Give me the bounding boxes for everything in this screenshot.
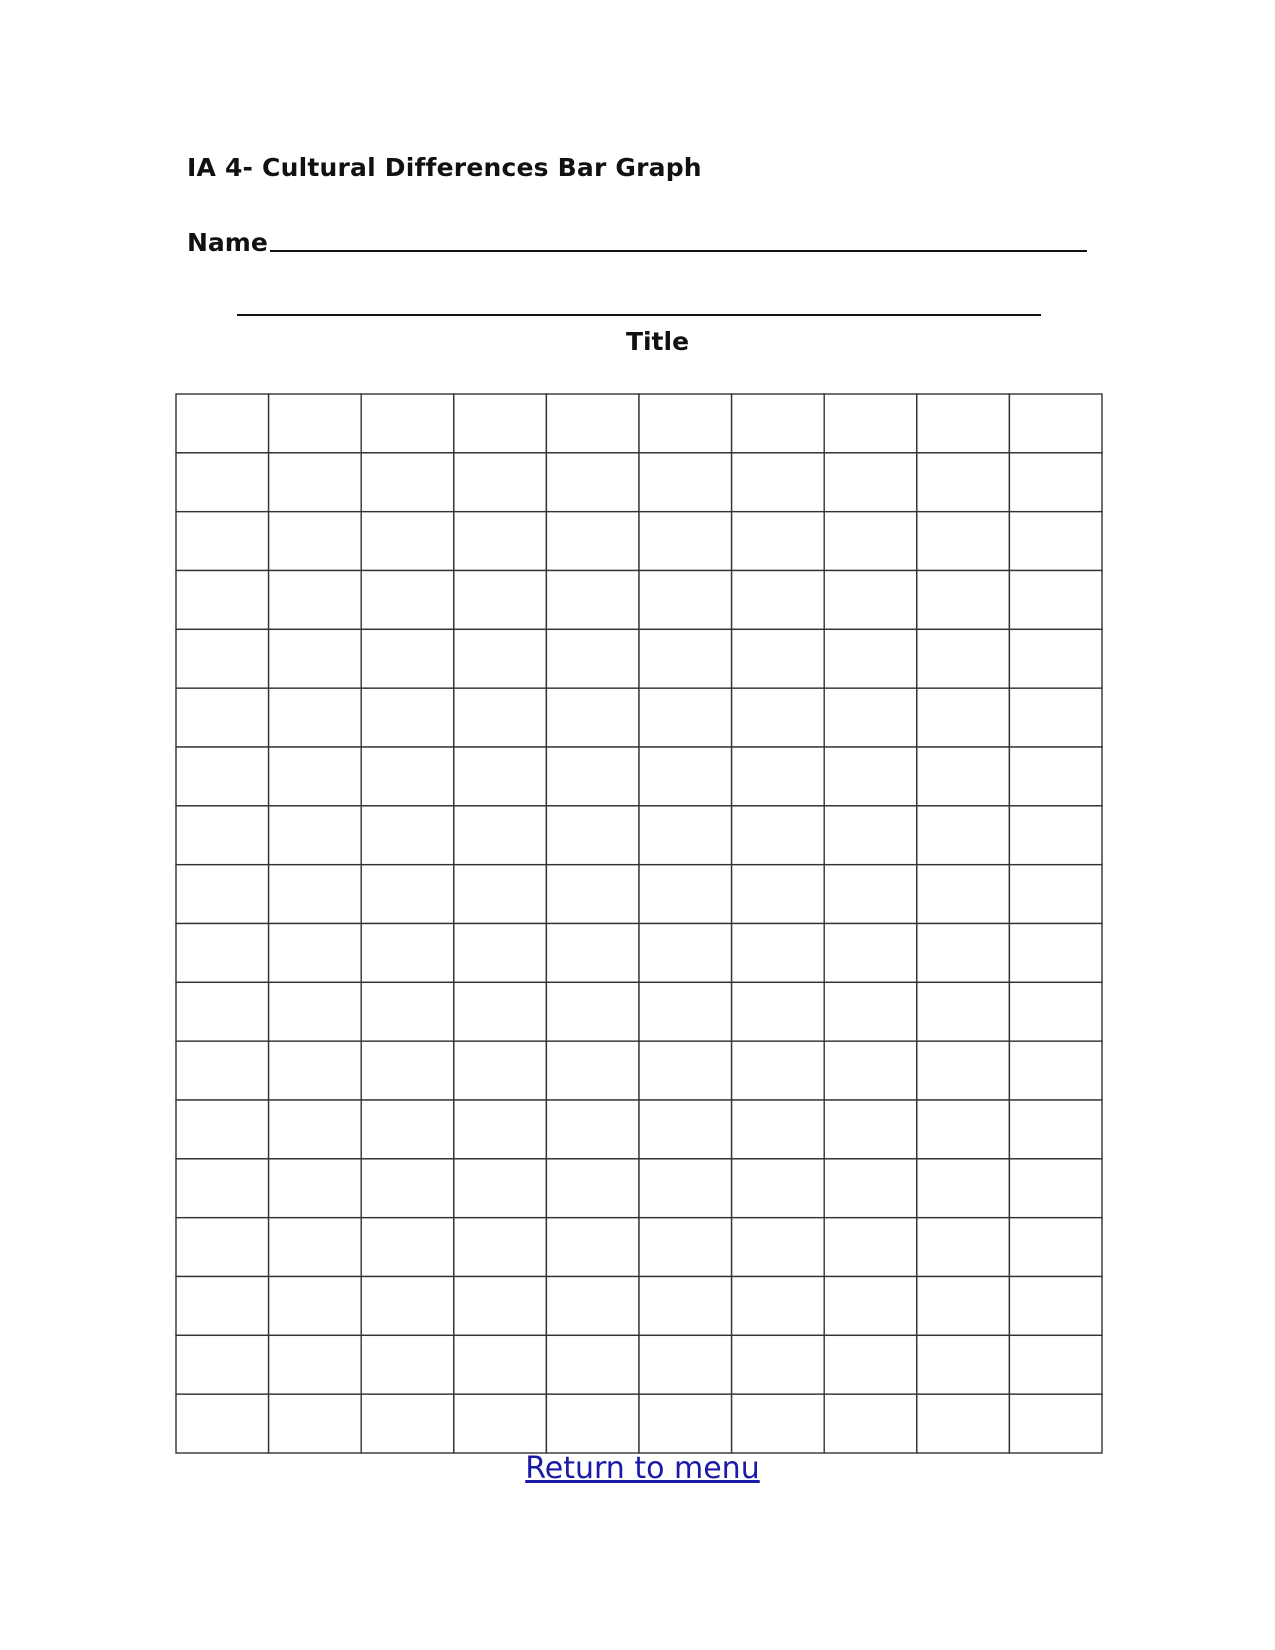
grid-cell [546, 1041, 639, 1100]
grid-cell [732, 1159, 825, 1218]
title-label: Title [625, 327, 690, 356]
grid-cell [546, 1335, 639, 1394]
grid-cell [454, 1100, 547, 1159]
name-blank-line[interactable] [270, 249, 1087, 252]
grid-cell [454, 453, 547, 512]
grid-cell [269, 982, 362, 1041]
grid-cell [176, 747, 269, 806]
grid-cell [639, 865, 732, 924]
grid-cell [824, 688, 917, 747]
grid-cell [454, 747, 547, 806]
grid-cell [269, 747, 362, 806]
grid-cell [639, 688, 732, 747]
grid-cell [639, 747, 732, 806]
grid-cell [546, 512, 639, 571]
grid-cell [269, 394, 362, 453]
grid-cell [824, 1100, 917, 1159]
grid-cell [176, 806, 269, 865]
grid-cell [824, 571, 917, 630]
grid-cell [361, 747, 454, 806]
grid-cell [917, 453, 1010, 512]
grid-cell [639, 982, 732, 1041]
grid-cell [732, 747, 825, 806]
grid-cell [361, 1335, 454, 1394]
grid-cell [454, 806, 547, 865]
grid-cell [361, 453, 454, 512]
grid-cell [454, 571, 547, 630]
grid-cell [732, 982, 825, 1041]
grid-cell [546, 688, 639, 747]
grid-cell [361, 1277, 454, 1336]
return-to-menu-link[interactable]: Return to menu [525, 1451, 760, 1486]
name-label: Name [187, 228, 268, 257]
grid-cell [361, 1041, 454, 1100]
grid-cell [269, 512, 362, 571]
grid-cell [176, 1100, 269, 1159]
grid-cell [454, 1218, 547, 1277]
title-blank-line[interactable] [237, 314, 1041, 316]
grid-cell [454, 924, 547, 983]
grid-cell [917, 629, 1010, 688]
grid-cell [454, 1041, 547, 1100]
grid-cell [824, 629, 917, 688]
grid-cell [1009, 512, 1102, 571]
grid-cell [732, 394, 825, 453]
grid-cell [824, 512, 917, 571]
bar-graph-grid [175, 393, 1103, 1454]
grid-cell [269, 1394, 362, 1453]
grid-cell [176, 571, 269, 630]
worksheet-heading: IA 4- Cultural Differences Bar Graph [187, 153, 702, 182]
grid-cell [269, 453, 362, 512]
grid-cell [1009, 982, 1102, 1041]
grid-cell [454, 982, 547, 1041]
grid-cell [1009, 806, 1102, 865]
grid-cell [269, 1041, 362, 1100]
grid-cell [361, 924, 454, 983]
grid-cell [917, 512, 1010, 571]
grid-cell [732, 806, 825, 865]
grid-cell [732, 571, 825, 630]
grid-cell [732, 453, 825, 512]
grid-cell [546, 629, 639, 688]
grid-cell [269, 1100, 362, 1159]
grid-cell [176, 1218, 269, 1277]
grid-cell [824, 806, 917, 865]
grid-cell [176, 1394, 269, 1453]
grid-cell [917, 1335, 1010, 1394]
grid-cell [824, 1159, 917, 1218]
grid-cell [639, 571, 732, 630]
grid-cell [176, 512, 269, 571]
grid-cell [546, 865, 639, 924]
grid-cell [361, 865, 454, 924]
grid-cell [361, 394, 454, 453]
grid-cell [824, 1218, 917, 1277]
grid-cell [176, 982, 269, 1041]
grid-cell [454, 688, 547, 747]
grid-cell [269, 1159, 362, 1218]
grid-cell [1009, 1100, 1102, 1159]
grid-cell [639, 629, 732, 688]
grid-cell [639, 1394, 732, 1453]
grid-cell [639, 512, 732, 571]
grid-cell [361, 1159, 454, 1218]
grid-cell [824, 865, 917, 924]
grid-cell [454, 1394, 547, 1453]
grid-cell [732, 1218, 825, 1277]
grid-cell [1009, 571, 1102, 630]
grid-cell [269, 1277, 362, 1336]
grid-cell [917, 1277, 1010, 1336]
grid-cell [176, 924, 269, 983]
grid-cell [176, 629, 269, 688]
grid-cell [732, 924, 825, 983]
grid-cell [176, 1335, 269, 1394]
grid-cell [361, 512, 454, 571]
grid-cell [917, 1100, 1010, 1159]
grid-cell [546, 747, 639, 806]
name-field-row [187, 222, 1087, 258]
grid-cell [732, 629, 825, 688]
grid-cell [1009, 453, 1102, 512]
grid-cell [732, 1277, 825, 1336]
grid-cell [361, 688, 454, 747]
grid-cell [917, 688, 1010, 747]
grid-cell [1009, 1041, 1102, 1100]
grid-cell [639, 453, 732, 512]
grid-cell [639, 1041, 732, 1100]
grid-cell [1009, 924, 1102, 983]
grid-cell [546, 806, 639, 865]
grid-cell [732, 1041, 825, 1100]
grid-cell [176, 1159, 269, 1218]
grid-cell [824, 453, 917, 512]
grid-cell [1009, 394, 1102, 453]
grid-cell [1009, 1335, 1102, 1394]
grid-cell [269, 865, 362, 924]
grid-cell [917, 1159, 1010, 1218]
grid-cell [546, 1277, 639, 1336]
grid-cell [546, 1159, 639, 1218]
grid-cell [176, 1277, 269, 1336]
grid-cell [1009, 1277, 1102, 1336]
grid-cell [732, 865, 825, 924]
grid-cell [639, 1159, 732, 1218]
grid-cell [269, 1335, 362, 1394]
grid-cell [269, 806, 362, 865]
grid-cell [546, 982, 639, 1041]
grid-cell [917, 924, 1010, 983]
grid-cell [1009, 1159, 1102, 1218]
grid-cell [176, 1041, 269, 1100]
grid-cell [1009, 1218, 1102, 1277]
grid-cell [546, 1100, 639, 1159]
grid-cell [454, 1277, 547, 1336]
grid-cell [917, 394, 1010, 453]
grid-cell [176, 688, 269, 747]
grid-cell [454, 629, 547, 688]
grid-cell [361, 629, 454, 688]
grid-cell [176, 453, 269, 512]
grid-cell [732, 1100, 825, 1159]
grid-cell [639, 1277, 732, 1336]
grid-cell [639, 924, 732, 983]
grid-cell [1009, 865, 1102, 924]
grid-cell [546, 394, 639, 453]
grid-cell [269, 1218, 362, 1277]
grid-cell [732, 1335, 825, 1394]
grid-cell [917, 1394, 1010, 1453]
grid-cell [454, 512, 547, 571]
grid-cell [824, 1394, 917, 1453]
grid-cell [176, 865, 269, 924]
grid-cell [269, 688, 362, 747]
grid-cell [824, 1277, 917, 1336]
grid-cell [546, 924, 639, 983]
grid-cell [732, 512, 825, 571]
grid-cell [824, 747, 917, 806]
grid-cell [454, 1159, 547, 1218]
grid-cell [732, 688, 825, 747]
grid-cell [361, 806, 454, 865]
grid-cell [1009, 688, 1102, 747]
grid-cell [639, 394, 732, 453]
grid-cell [1009, 629, 1102, 688]
grid-cell [917, 865, 1010, 924]
grid-cell [917, 806, 1010, 865]
grid-cell [546, 1394, 639, 1453]
grid-cell [454, 394, 547, 453]
grid-cell [824, 394, 917, 453]
grid-cell [824, 924, 917, 983]
grid-cell [639, 806, 732, 865]
grid-cell [732, 1394, 825, 1453]
grid-cell [639, 1335, 732, 1394]
grid-cell [546, 453, 639, 512]
grid-cell [824, 982, 917, 1041]
grid-cell [639, 1100, 732, 1159]
grid-cell [269, 571, 362, 630]
grid-cell [176, 394, 269, 453]
grid-cell [824, 1335, 917, 1394]
grid-cell [1009, 1394, 1102, 1453]
grid-cell [917, 982, 1010, 1041]
grid-cell [361, 1394, 454, 1453]
grid-cell [1009, 747, 1102, 806]
grid-cell [824, 1041, 917, 1100]
grid-cell [269, 629, 362, 688]
grid-cell [361, 1218, 454, 1277]
grid-cell [917, 1218, 1010, 1277]
grid-cell [361, 982, 454, 1041]
grid-cell [917, 747, 1010, 806]
grid-cell [454, 865, 547, 924]
grid-cell [546, 571, 639, 630]
grid-cell [269, 924, 362, 983]
grid-cell [917, 1041, 1010, 1100]
grid-cell [361, 1100, 454, 1159]
grid-cell [639, 1218, 732, 1277]
grid-cell [454, 1335, 547, 1394]
grid-cell [546, 1218, 639, 1277]
grid-cell [361, 571, 454, 630]
grid-cell [917, 571, 1010, 630]
